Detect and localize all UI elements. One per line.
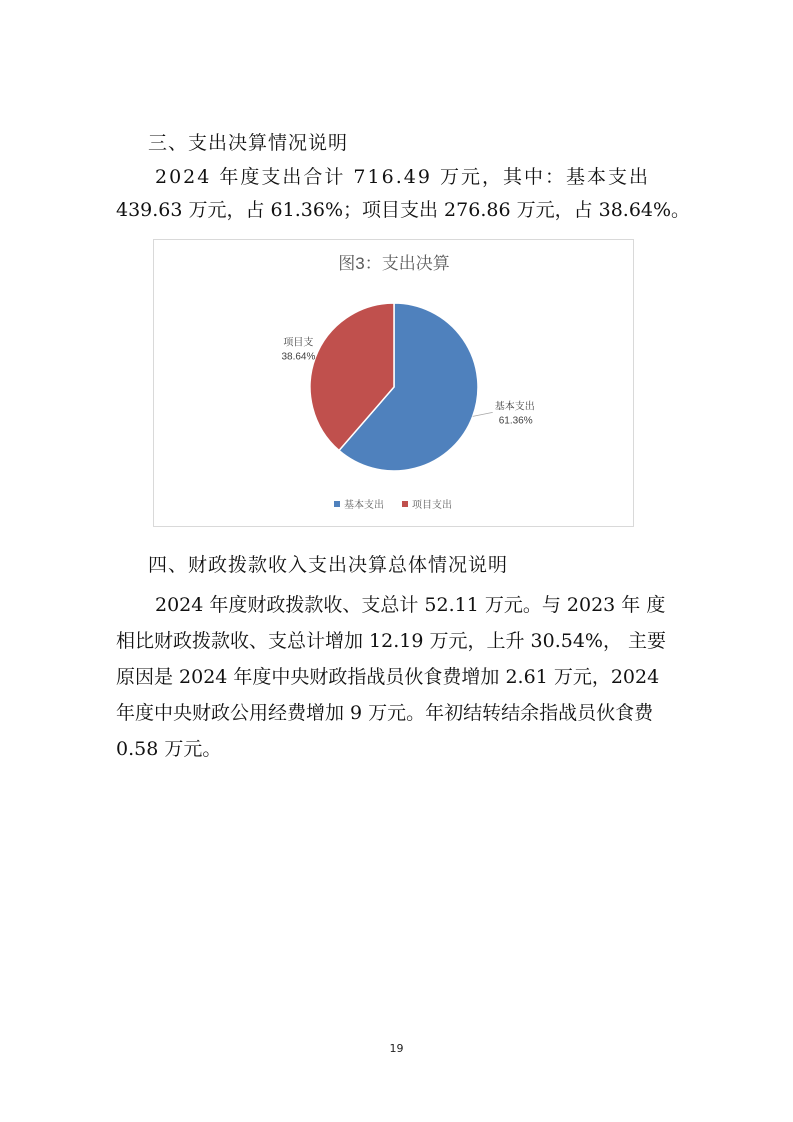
pie-chart [153, 239, 634, 527]
section4-heading: 四、财政拨款收入支出决算总体情况说明 [148, 554, 509, 576]
section3-line-2: 439.63 万元，占 61.36%；项目支出 276.86 万元，占 38.64%。 [116, 199, 691, 221]
section4-line-5: 0.58 万元。 [116, 738, 222, 760]
section4-line-4: 年度中央财政公用经费增加 9 万元。年初结转结余指战员伙食费 [116, 702, 654, 724]
section3-line-1: 2024 年度支出合计 716.49 万元，其中：基本支出 [155, 166, 650, 188]
legend-swatch-2 [402, 501, 408, 507]
section3-heading: 三、支出决算情况说明 [148, 132, 349, 154]
section4-line-1: 2024 年度财政拨款收、支总计 52.11 万元。与 2023 年 度 [155, 594, 666, 616]
slice-value-label-1: 61.36% [498, 415, 533, 427]
legend-label-2: 项目支出 [412, 500, 452, 511]
legend-swatch-1 [334, 501, 340, 507]
slice-name-label-1: 基本支出 [494, 401, 535, 413]
page-number: 19 [389, 1042, 404, 1055]
slice-name-label-2: 项目支 [283, 337, 314, 349]
leader-line-1 [473, 412, 493, 416]
slice-value-label-2: 38.64% [281, 351, 316, 363]
section4-line-2: 相比财政拨款收、支总计增加 12.19 万元，上升 30.54%， 主要 [116, 630, 666, 652]
pie-chart-svg [154, 240, 633, 526]
chart-title: 图3：支出决算 [338, 254, 450, 273]
legend-label-1: 基本支出 [344, 500, 384, 511]
section4-line-3: 原因是 2024 年度中央财政指战员伙食费增加 2.61 万元，2024 [116, 666, 660, 688]
